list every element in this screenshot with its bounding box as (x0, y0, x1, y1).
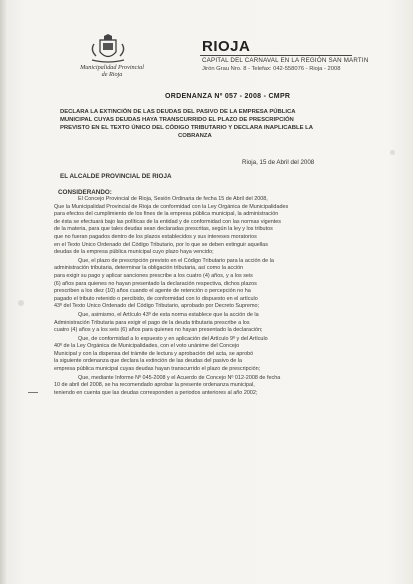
document-title (60, 108, 360, 140)
paragraph-line: 10 de abril del 2008, se ha recomendado aprobar la presente ordenanza municipal, (54, 382, 255, 389)
paragraph-line: administración tributaria, determinar la obligación tributaria, así como la acción (54, 265, 244, 272)
header-rule (200, 55, 352, 56)
municipality-line-1: Municipalidad Provincial (80, 64, 144, 71)
section-heading: CONSIDERANDO: (58, 189, 112, 196)
margin-mark (28, 392, 38, 393)
body-paragraph (54, 258, 366, 311)
paragraph-line: Que, mediante Informe Nº 045-2008 y el Acuerdo de Concejo Nº 012-2008 de fecha (78, 374, 281, 381)
paragraph-line: Que la Municipalidad Provincial de Rioja de conformidad con la Ley Orgánica de Municipalidades (54, 203, 289, 210)
body-paragraph (54, 312, 366, 335)
paragraph-line: cuatro (4) años y a los seis (6) años para quienes no hayan presentado la declaración; (54, 327, 263, 334)
coat-of-arms-logo (86, 34, 130, 64)
paragraph-line: para exigir su pago y aplicar sanciones prescribe a los cuatro (4) años, y a los seis (54, 272, 253, 279)
paragraph-line: pagado el tributo retenido o percibido, de conformidad con lo dispuesto en el artículo (54, 295, 258, 302)
paragraph-line: Municipal y con la dispensa del trámite de lectura y aprobación del acta, se aprobó (54, 350, 254, 357)
scan-spot (18, 300, 24, 306)
paragraph-line: en el Texto Único Ordenado del Código Tributario, por lo que se deben extinguir aquellas (54, 241, 268, 248)
city-name: RIOJA (202, 38, 251, 55)
paragraph-line: deudas de la empresa pública municipal cuyo plazo haya vencido; (54, 249, 214, 256)
paragraph-line: teniendo en cuenta que las deudas corresponden a periodos anteriores al año 2002; (54, 389, 258, 396)
municipality-signature (62, 64, 162, 78)
paragraph-line: 40º de la Ley Orgánica de Municipalidades, con el voto unánime del Concejo (54, 343, 240, 350)
document-body (54, 196, 366, 398)
paragraph-line: la siguiente ordenanza que declara la extinción de las deudas del pasivo de la (54, 358, 243, 365)
paragraph-line: Que, de conformidad a lo expuesto y en aplicación del Artículo 9º y del Artículo (78, 335, 268, 342)
paragraph-line: 43º del Texto Único Ordenado del Código Tributario, aprobado por Decreto Supremo; (54, 303, 260, 310)
title-line: PREVISTO EN EL TEXTO ÚNICO DEL CÓDIGO TRIBUTARIO Y DECLARA INAPLICABLE LA (60, 125, 313, 131)
paragraph-line: Que, el plazo de prescripción previsto en el Código Tributario para la acción de la (78, 257, 274, 264)
title-line: DECLARA LA EXTINCIÓN DE LAS DEUDAS DEL PASIVO DE LA EMPRESA PÚBLICA (60, 109, 296, 115)
body-paragraph (54, 336, 366, 374)
paragraph-line: de la materia, para que tales deudas sean declaradas prescritas, según la ley y los tributos (54, 226, 273, 233)
paragraph-line: empresa pública municipal cuyas deudas hayan transcurrido el plazo de prescripción; (54, 366, 261, 373)
municipality-line-2: de Rioja (101, 71, 123, 78)
paragraph-line: Administración Tributaria para exigir el pago de la deuda tributaria prescribe a los (54, 319, 250, 326)
document-date: Rioja, 15 de Abril del 2008 (242, 159, 315, 166)
scan-spot (390, 150, 395, 155)
body-paragraph (54, 196, 366, 257)
title-line: COBRANZA (178, 133, 212, 139)
paragraph-line: Que, asimismo, el Artículo 43º de esta norma establece que la acción de la (78, 311, 259, 318)
capital-line: CAPITAL DEL CARNAVAL EN LA REGIÓN SAN MARTIN (202, 57, 369, 64)
address-line: Jirón Grau Nro. 8 - Telefax: 042-558076 - Rioja - 2008 (202, 66, 341, 72)
paragraph-line: que no fueran pagados dentro de los plazos establecidos y sus intereses moratorios (54, 233, 257, 240)
title-line: MUNICIPAL CUYAS DEUDAS HAYA TRANSCURRIDO EL PLAZO DE PRESCRIPCIÓN (60, 117, 294, 123)
scan-edge (0, 0, 8, 584)
paragraph-line: El Concejo Provincial de Rioja, Sesión Ordinaria de fecha 15 de Abril del 2008, (78, 196, 268, 202)
ordinance-number: ORDENANZA Nº 057 - 2008 - CMPR (165, 93, 291, 100)
paragraph-line: (6) años para quienes no hayan presentado la declaración respectiva, dichos plazos (54, 280, 257, 287)
addressee: EL ALCALDE PROVINCIAL DE RIOJA (60, 173, 172, 180)
paragraph-line: prescriben a los diez (10) años cuando el agente de retención o percepción no ha (54, 288, 251, 295)
paragraph-line: para efectos del cumplimiento de los fines de la empresa pública municipal, la administración (54, 211, 279, 218)
body-paragraph (54, 375, 366, 398)
paragraph-line: de ésta se efectuará bajo las políticas de la entidad y de conformidad con las normas vigentes (54, 218, 281, 225)
